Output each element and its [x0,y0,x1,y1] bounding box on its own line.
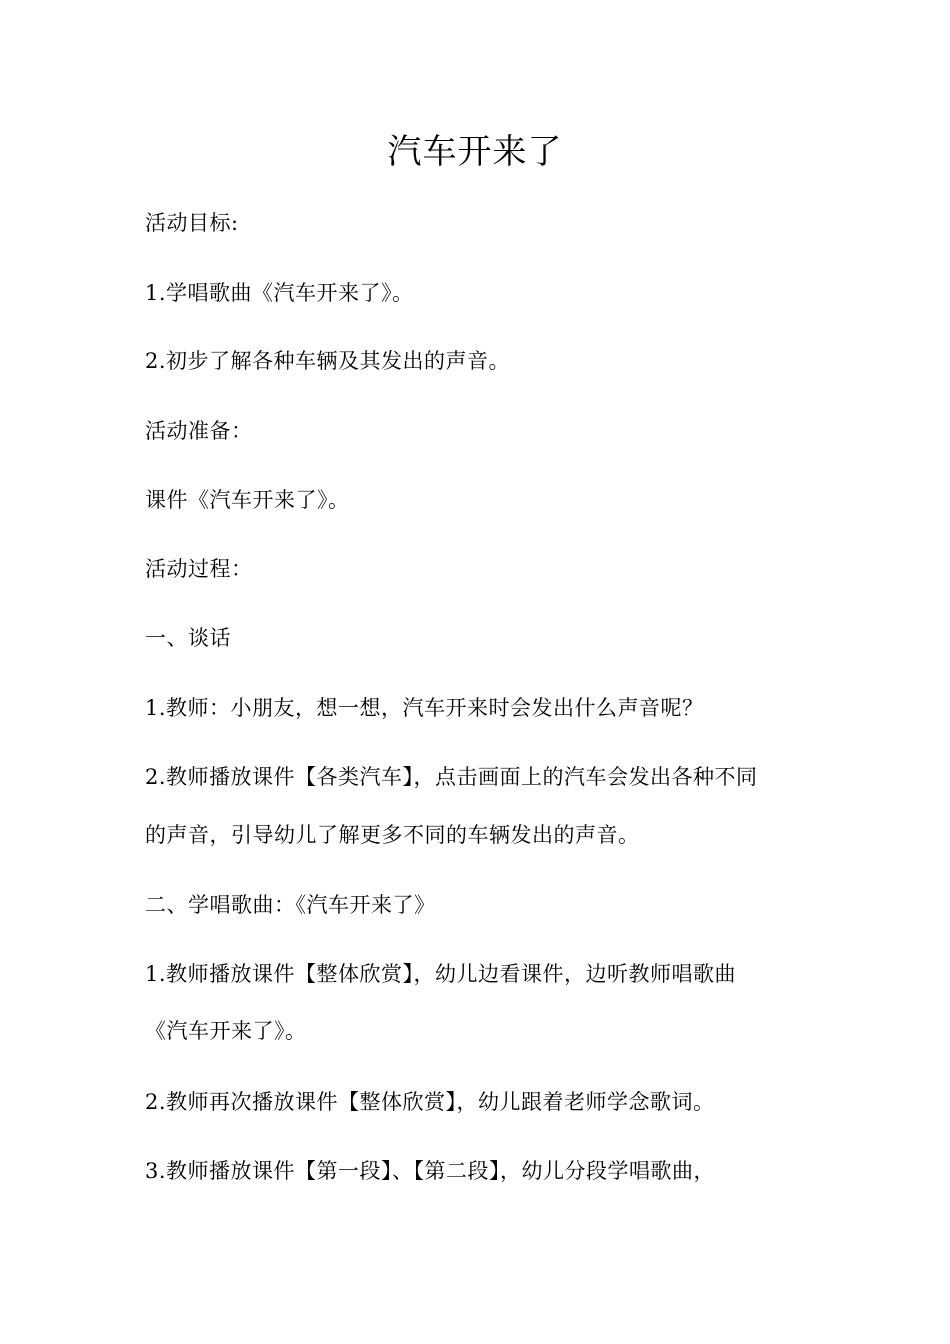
objective-item-2: 2.初步了解各种车辆及其发出的声音。 [145,349,511,373]
objective-item-1: 1.学唱歌曲《汽车开来了》。 [145,281,414,305]
paragraph-line: 1.教师：小朋友，想一想，汽车开来时会发出什么声音呢？ [145,696,704,720]
paragraph-line: 1.教师播放课件【整体欣赏】，幼儿边看课件，边听教师唱歌曲 [145,962,737,986]
process-step-heading-2: 二、学唱歌曲：《汽车开来了》 [145,893,436,917]
process-step-heading-1: 一、谈话 [145,626,231,650]
paragraph-line: 的声音，引导幼儿了解更多不同的车辆发出的声音。 [145,823,640,847]
section-heading-process: 活动过程： [145,557,253,581]
section-heading-objectives: 活动目标: [145,211,239,235]
paragraph-line: 2.教师播放课件【各类汽车】，点击画面上的汽车会发出各种不同 [145,765,758,789]
paragraph-line: 3.教师播放课件【第一段】、【第二段】，幼儿分段学唱歌曲， [145,1159,716,1183]
paragraph-line: 《汽车开来了》。 [145,1019,307,1043]
document-title: 汽车开来了 [387,132,563,172]
paragraph-line: 2.教师再次播放课件【整体欣赏】，幼儿跟着老师学念歌词。 [145,1090,715,1114]
section-heading-preparation: 活动准备： [145,419,253,443]
preparation-text: 课件《汽车开来了》。 [145,488,350,512]
